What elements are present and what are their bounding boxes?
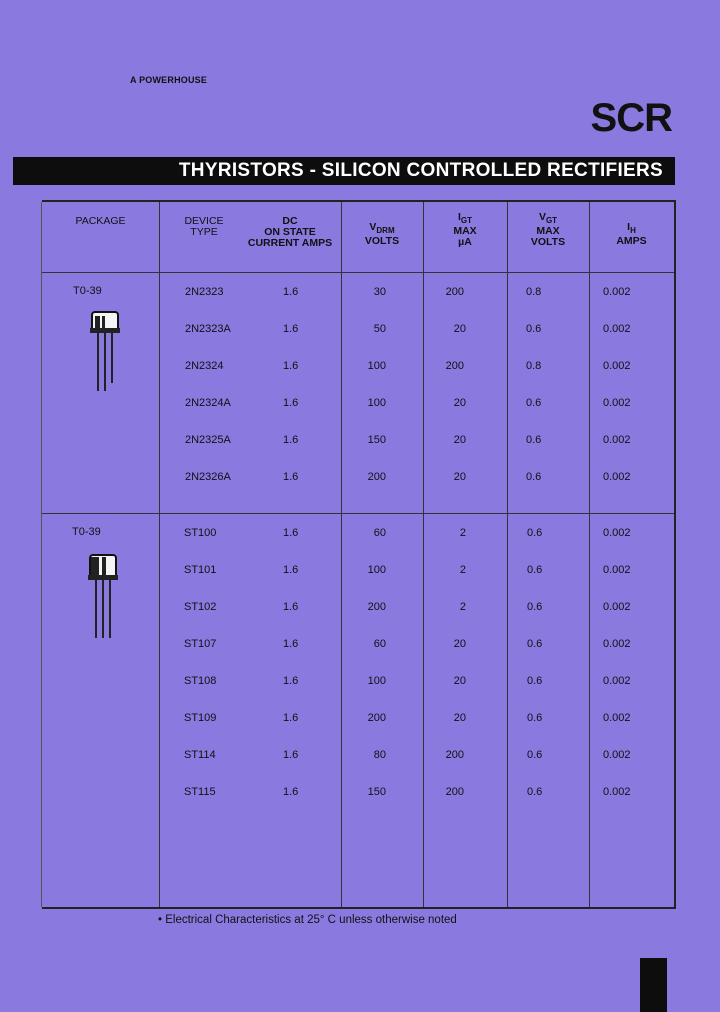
col-divider: [341, 202, 342, 907]
header-device: DEVICE TYPE: [184, 215, 224, 238]
header-package: PACKAGE: [75, 215, 126, 227]
group-divider: [42, 513, 674, 514]
header-vdrm: $V_{DRM}$ VOLTS: [364, 221, 400, 248]
banner-title: THYRISTORS - SILICON CONTROLLED RECTIFIERS: [178, 160, 663, 181]
section-banner: [13, 157, 675, 185]
col-divider: [507, 202, 508, 907]
header-vgt: $V_{GT}$ MAX VOLTS: [530, 211, 566, 249]
col-divider: [159, 202, 160, 907]
page-category-title: SCR: [590, 96, 672, 140]
package-label: T0-39: [72, 526, 101, 538]
header-divider: [42, 272, 674, 273]
header-igt: $I_{GT}$ MAX µA: [453, 211, 477, 249]
col-divider: [41, 202, 42, 907]
specs-table: PACKAGE DEVICE TYPE DC ON STATE CURRENT AMPS $V_{DRM}$ VOLTS $I_{GT}$ MAX µA $V_{GT}$ MAX VOLTS $I_H$ AMPS T0-39 T0-39 2N2323 1.6 30 200 0.8 0.002 2N2323A 1.6 50 20 0.6 0.002 2N2324 1.6 100 200 0.8 0.002 2N2324A 1.6 100 20 0.6 0.002 2N2325A 1.6 150 20 0.6 0.002 2N2326A 1.6 200 20 0.6 0.002 ST100 1.6 60 2 0.6 0.002 ST101 1.6 100 2 0.6 0.002 ST102 1.6 200 2 0.6 0.002 ST107 1.6 60 20 0.6 0.002 ST108 1.6 100 20 0.6 0.002 ST109 1.6 200 20 0.6 0.002 ST114 1.6 80 200 0.6 0.002 ST115 1.6 150 200 0.6 0.002: [42, 200, 676, 909]
footnote: • Electrical Characteristics at 25° C unless otherwise noted: [158, 914, 457, 926]
brand-text: A POWERHOUSE: [130, 75, 208, 85]
header-ih: $I_H$ AMPS: [616, 221, 647, 248]
page-edge-tab: [640, 958, 667, 1012]
col-divider: [423, 202, 424, 907]
to39-package-icon: [90, 310, 122, 392]
col-divider: [589, 202, 590, 907]
package-label: T0-39: [73, 285, 102, 297]
header-dc-current: DC ON STATE CURRENT AMPS: [247, 215, 333, 249]
to39-package-icon: [88, 553, 120, 639]
